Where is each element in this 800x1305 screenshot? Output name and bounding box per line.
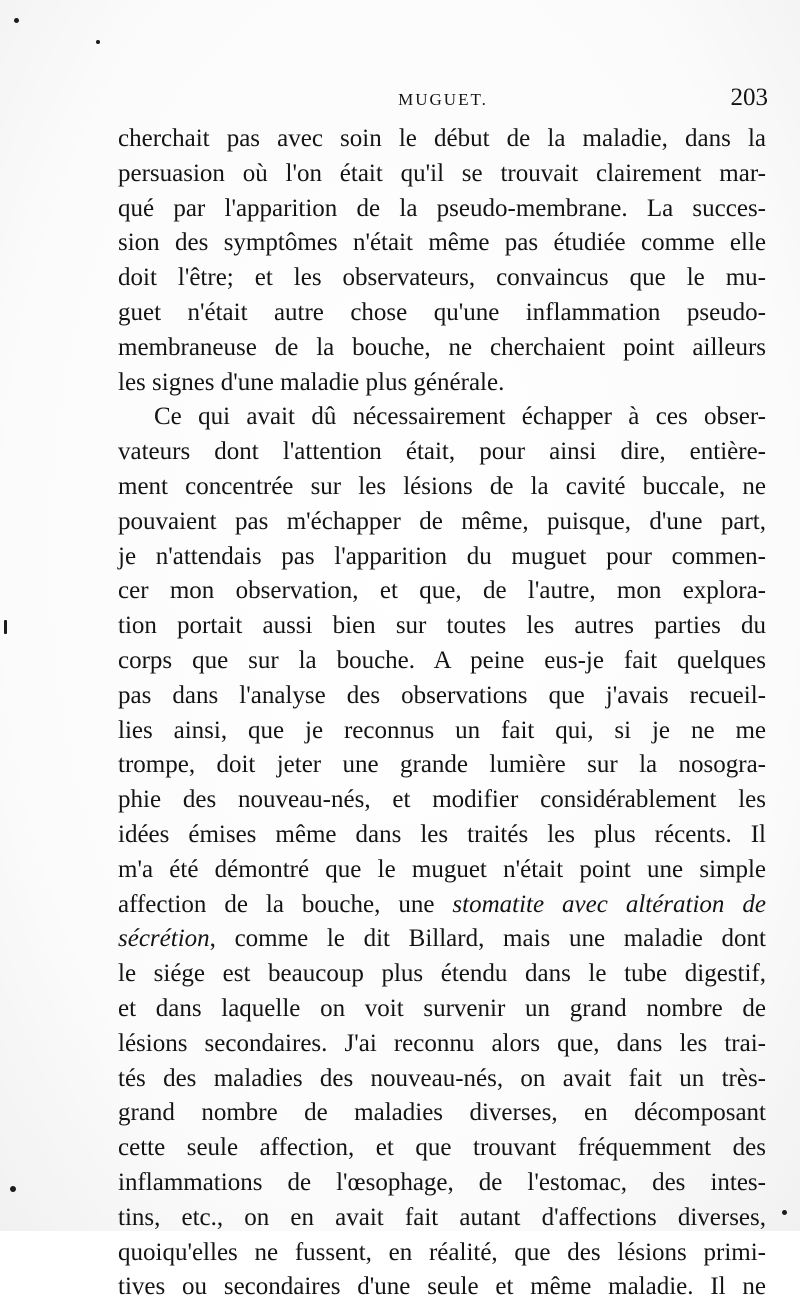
text-line: qué par l'apparition de la pseudo-membrane. La succes- [118,194,766,222]
text-line: guet n'était autre chose qu'une inflammation pseudo- [118,298,766,326]
text-line: phie des nouveau-nés, et modifier considérablement les [118,786,766,814]
text-line-with-italic [118,888,766,923]
text-line: cer mon observation, et que, de l'autre, mon explora- [118,577,766,605]
text-line: ment concentrée sur les lésions de la cavité buccale, ne [118,472,766,500]
text-line: quoiqu'elles ne fussent, en réalité, que des lésions primi- [118,1238,766,1266]
text-line: trompe, doit jeter une grande lumière sur la nosogra- [118,751,766,779]
body-text [118,122,766,1305]
text-line: m'a été démontré que le muguet n'était point une simple [118,855,766,883]
print-speck [4,620,7,634]
text-line: tins, etc., on en avait fait autant d'affections diverses, [118,1203,766,1231]
text-line: je n'attendais pas l'apparition du muguet pour commen- [118,542,766,570]
text-line: lies ainsi, que je reconnus un fait qui, si je ne me [118,716,766,744]
text-line-with-italic [118,922,766,957]
italic-phrase: stomatite avec altération de [452,890,766,918]
text-line: tés des maladies des nouveau-nés, on avait fait un très- [118,1064,766,1092]
text-line: lésions secondaires. J'ai reconnu alors que, dans les trai- [118,1029,766,1057]
text-line: inflammations de l'œsophage, de l'estomac, des intes- [118,1168,766,1196]
text-line: pouvaient pas m'échapper de même, puisque, d'une part, [118,507,766,535]
text-line: doit l'être; et les observateurs, convaincus que le mu- [118,264,766,292]
text-line: membraneuse de la bouche, ne cherchaient point ailleurs [118,333,766,361]
text-line: et dans laquelle on voit survenir un grand nombre de [118,994,766,1022]
page-number: 203 [730,84,768,111]
italic-phrase: sécrétion [118,925,210,953]
text-line: cherchait pas avec soin le début de la maladie, dans la [118,125,766,152]
running-title: MUGUET. [398,90,488,109]
running-head [118,84,768,118]
text-line: grand nombre de maladies diverses, en décomposant [118,1099,766,1127]
text-line: pas dans l'analyse des observations que j'avais recueil- [118,681,766,709]
print-speck [14,18,19,23]
text-line: sion des symptômes n'était même pas étudiée comme elle [118,229,766,257]
text-line: tion portait aussi bien sur toutes les autres parties du [118,612,766,640]
text-line: idées émises même dans les traités les plus récents. Il [118,820,766,848]
paragraph-start-line: Ce qui avait dû nécessairement échapper à ces obser- [154,403,766,431]
text-line: persuasion où l'on était qu'il se trouvait clairement mar- [118,159,766,187]
text-line: cette seule affection, et que trouvant fréquemment des [118,1134,766,1162]
print-speck [96,40,100,44]
paragraph-end-line: les signes d'une maladie plus générale. [118,368,505,396]
print-speck [10,1186,16,1192]
line-text: , comme le dit Billard, mais une maladie dont [209,925,766,953]
text-line: vateurs dont l'attention était, pour ainsi dire, entière- [118,438,766,466]
text-line: tives ou secondaires d'une seule et même maladie. Il ne [118,1273,766,1301]
print-speck [782,1210,787,1215]
text-line: corps que sur la bouche. A peine eus-je fait quelques [118,646,766,674]
text-line: le siége est beaucoup plus étendu dans le tube digestif, [118,960,766,988]
line-text: affection de la bouche, une [118,890,453,918]
